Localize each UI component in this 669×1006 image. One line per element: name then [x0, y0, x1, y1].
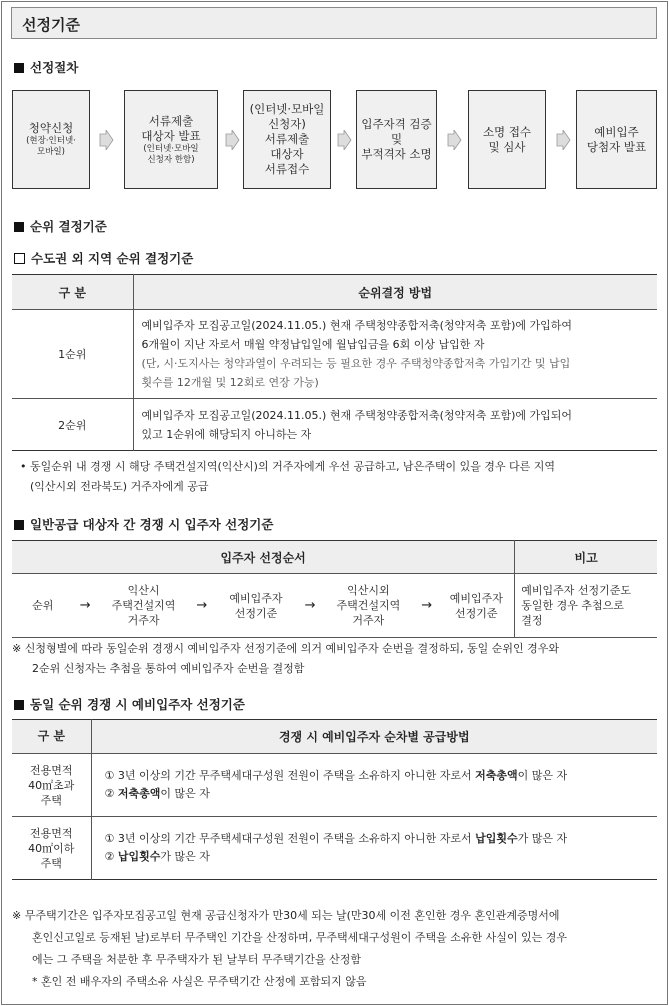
flow-step-application — [12, 90, 90, 189]
rank-label: 1순위 — [12, 310, 133, 399]
arrow-right-icon: → — [415, 574, 438, 638]
note-line: 2순위 신청자는 추첨을 통하여 예비입주자 순번을 결정함 — [32, 662, 305, 675]
table-header-row — [12, 541, 657, 574]
flow-step-verification — [356, 90, 437, 189]
criterion-key: 저축총액 — [475, 769, 518, 782]
criterion-text: 이 많은 자 — [160, 787, 210, 800]
area-category-line: 전용면적 — [29, 763, 73, 777]
table-header-cell: 경쟁 시 예비입주자 순차별 공급방법 — [91, 720, 657, 754]
table-header-row — [12, 720, 657, 754]
supply-method — [91, 754, 657, 817]
note-line: 혼인신고일로 등재된 날)로부터 무주택인 기간을 산정하며, 무주택세대구성원이 주택을 소유한 사실이 있는 경우 — [32, 931, 568, 944]
rank-description — [133, 310, 657, 399]
table-header-cell: 비고 — [515, 541, 657, 574]
flow-step-label: 및 심사 — [488, 139, 526, 154]
table-row — [12, 310, 657, 399]
procedure-flow — [12, 90, 657, 189]
ranking-table — [12, 274, 657, 451]
flow-step-label: 입주자격 검증 — [361, 117, 432, 131]
rank-text-line: 6개월이 지난 자로서 매월 약정납입일에 월납입금을 6회 이상 납입한 자 — [141, 338, 485, 351]
flow-step-sub: 모바일) — [37, 147, 65, 157]
flow-step-label: 대상자 발표 — [141, 128, 201, 143]
order-step-line: 주택건설지역 — [336, 599, 401, 612]
note-line: ※ 무주택기간은 입주자모집공고일 현재 공급신청자가 만30세 되는 날(만30세 이전 혼인한 경우 혼인관계증명서에 — [12, 909, 560, 922]
page-title: 선정기준 — [11, 7, 657, 39]
order-step-line: 익산시 — [127, 584, 160, 597]
empty-square-icon — [14, 253, 25, 264]
flow-step-sub: (인터넷·모바일 — [143, 143, 199, 154]
flow-step-label: 서류제출 — [148, 113, 194, 128]
section-ranking-label: 순위 결정기준 — [30, 219, 107, 234]
note-selection — [12, 639, 660, 679]
square-bullet-icon — [14, 700, 24, 710]
flow-step-sub: 신청자 한함) — [147, 154, 195, 165]
rank-text-line: (단, 시·도지사는 청약과열이 우려되는 등 필요한 경우 주택청약종합저축 가입기간 및 납입 — [141, 357, 571, 370]
supply-criterion — [105, 767, 658, 785]
section-same-rank-heading — [14, 695, 245, 713]
rank-description — [133, 399, 657, 451]
flow-step-label: 신청자) — [268, 117, 306, 131]
arrow-right-icon: → — [74, 574, 97, 638]
chevron-right-icon — [224, 130, 240, 150]
criterion-key: 납입횟수 — [475, 832, 518, 845]
flow-step-label: 청약신청 — [28, 121, 74, 135]
section-procedure-label: 선정절차 — [30, 60, 79, 75]
supply-criterion — [105, 785, 658, 803]
order-step-line: 거주자 — [127, 614, 160, 627]
table-header-row — [12, 275, 657, 310]
criterion-text: ② — [104, 850, 118, 863]
area-category-line: 전용면적 — [29, 826, 73, 840]
rank-label: 2순위 — [12, 399, 133, 451]
order-step-line: 예비입주자 — [449, 591, 503, 605]
flow-step-label: 당첨자 발표 — [586, 139, 647, 154]
area-category-line: 주택 — [40, 793, 62, 807]
criterion-key: 저축총액 — [117, 787, 161, 800]
bullet-note — [20, 457, 660, 497]
table-row — [12, 754, 657, 817]
criterion-key: 납입횟수 — [117, 850, 161, 863]
flow-step-label: 서류접수 — [264, 162, 310, 176]
bullet-line: (익산시외 전라북도) 거주자에게 공급 — [30, 480, 209, 493]
order-step-line: 주택건설지역 — [111, 599, 176, 612]
rank-text-line: 예비입주자 모집공고일(2024.11.05.) 현재 주택청약종합저축(청약저축 포함)에 가입하여 — [141, 319, 573, 332]
table-header-cell: 순위결정 방법 — [133, 275, 657, 310]
rank-text-line: 횟수를 12개월 및 12회로 연장 가능) — [141, 376, 319, 389]
order-step — [97, 574, 190, 638]
arrow-right-icon: → — [190, 574, 213, 638]
supply-method — [91, 817, 657, 880]
order-step-line: 거주자 — [352, 614, 385, 627]
flow-step-doc-receipt — [243, 90, 331, 189]
table-row — [12, 399, 657, 451]
flow-step-label: 및 — [390, 132, 403, 146]
section-same-rank-label: 동일 순위 경쟁 시 예비입주자 선정기준 — [30, 697, 245, 712]
order-step-line: 선정기준 — [234, 606, 278, 620]
order-step-line: 익산시외 — [347, 584, 390, 597]
bullet-line: • 동일순위 내 경쟁 시 해당 주택건설지역(익산시)의 거주자에게 우선 공급하고, 남은주택이 있을 경우 다른 지역 — [20, 460, 556, 473]
section-ranking-sub-heading — [14, 249, 193, 267]
area-category — [12, 754, 91, 817]
section-procedure-heading — [14, 58, 78, 76]
square-bullet-icon — [14, 222, 24, 232]
criterion-text: ① 3년 이상의 기간 무주택세대구성원 전원이 주택을 소유하지 아니한 자로서 — [104, 769, 476, 782]
chevron-right-icon — [446, 130, 462, 150]
note-line: 에는 그 주택을 처분한 후 무주택자가 된 날부터 무주택기간을 산정함 — [32, 953, 361, 966]
flow-step-label: 예비입주 — [594, 124, 639, 139]
chevron-right-icon — [98, 130, 114, 150]
table-row — [12, 817, 657, 880]
section-general-heading — [14, 515, 273, 533]
criterion-text: ① 3년 이상의 기간 무주택세대구성원 전원이 주택을 소유하지 아니한 자로서 — [104, 832, 476, 845]
order-step: 순위 — [12, 574, 74, 638]
area-category-line: 40㎡이하 — [28, 841, 75, 855]
table-header-cell: 구 분 — [12, 275, 133, 310]
flow-step-label: 서류제출 — [264, 132, 310, 146]
area-category-line: 주택 — [40, 856, 62, 870]
order-step-line: 선정기준 — [455, 606, 498, 620]
area-category — [12, 817, 91, 880]
order-remark-line: 동일한 경우 추첨으로 — [521, 599, 624, 612]
flow-step-label: 부적격자 소명 — [361, 147, 432, 161]
criterion-text: 이 많은 자 — [517, 769, 568, 782]
criterion-text: 가 많은 자 — [160, 850, 210, 863]
order-step-line: 예비입주자 — [229, 591, 283, 605]
same-rank-table — [12, 719, 657, 880]
rank-text-line: 예비입주자 모집공고일(2024.11.05.) 현재 주택청약종합저축(청약저축 포함)에 가입되어 — [141, 408, 573, 422]
section-ranking-heading — [14, 217, 107, 235]
order-step — [322, 574, 415, 638]
square-bullet-icon — [14, 63, 24, 73]
order-remark — [515, 574, 657, 638]
arrow-right-icon: → — [298, 574, 321, 638]
criterion-text: ② — [104, 787, 118, 800]
section-general-label: 일반공급 대상자 간 경쟁 시 입주자 선정기준 — [30, 517, 274, 532]
section-ranking-sub-label: 수도권 외 지역 순위 결정기준 — [31, 251, 194, 266]
flow-step-review — [468, 90, 546, 189]
note-line: * 혼인 전 배우자의 주택소유 사실은 무주택기간 산정에 포함되지 않음 — [32, 975, 367, 988]
chevron-right-icon — [336, 130, 352, 150]
note-no-house-period — [12, 905, 660, 993]
order-step — [438, 574, 514, 638]
criterion-text: 가 많은 자 — [517, 832, 568, 845]
order-remark-line: 예비입주자 선정기준도 — [521, 584, 632, 597]
flow-step-sub: (현장·인터넷· — [26, 136, 76, 146]
flow-step-label: (인터넷·모바일 — [249, 102, 325, 116]
flow-step-label: 소명 접수 — [482, 124, 532, 139]
flow-step-label: 대상자 — [270, 147, 304, 161]
table-header-cell: 구 분 — [12, 720, 91, 754]
flow-step-doc-announce — [124, 90, 218, 189]
selection-order-table — [12, 540, 657, 638]
chevron-right-icon — [555, 130, 571, 150]
order-step — [214, 574, 299, 638]
square-bullet-icon — [14, 520, 24, 530]
flow-step-winner-announce — [576, 90, 657, 189]
note-line: ※ 신청형별에 따라 동일순위 경쟁시 예비입주자 선정기준에 의거 예비입주자 순번을 결정하되, 동일 순위인 경우와 — [12, 642, 559, 655]
supply-criterion — [105, 848, 658, 866]
order-remark-line: 결정 — [521, 614, 543, 627]
table-row — [12, 574, 657, 638]
area-category-line: 40㎡초과 — [28, 778, 75, 792]
rank-text-line: 있고 1순위에 해당되지 아니하는 자 — [141, 427, 312, 441]
table-header-cell: 입주자 선정순서 — [12, 541, 515, 574]
supply-criterion — [105, 830, 658, 848]
